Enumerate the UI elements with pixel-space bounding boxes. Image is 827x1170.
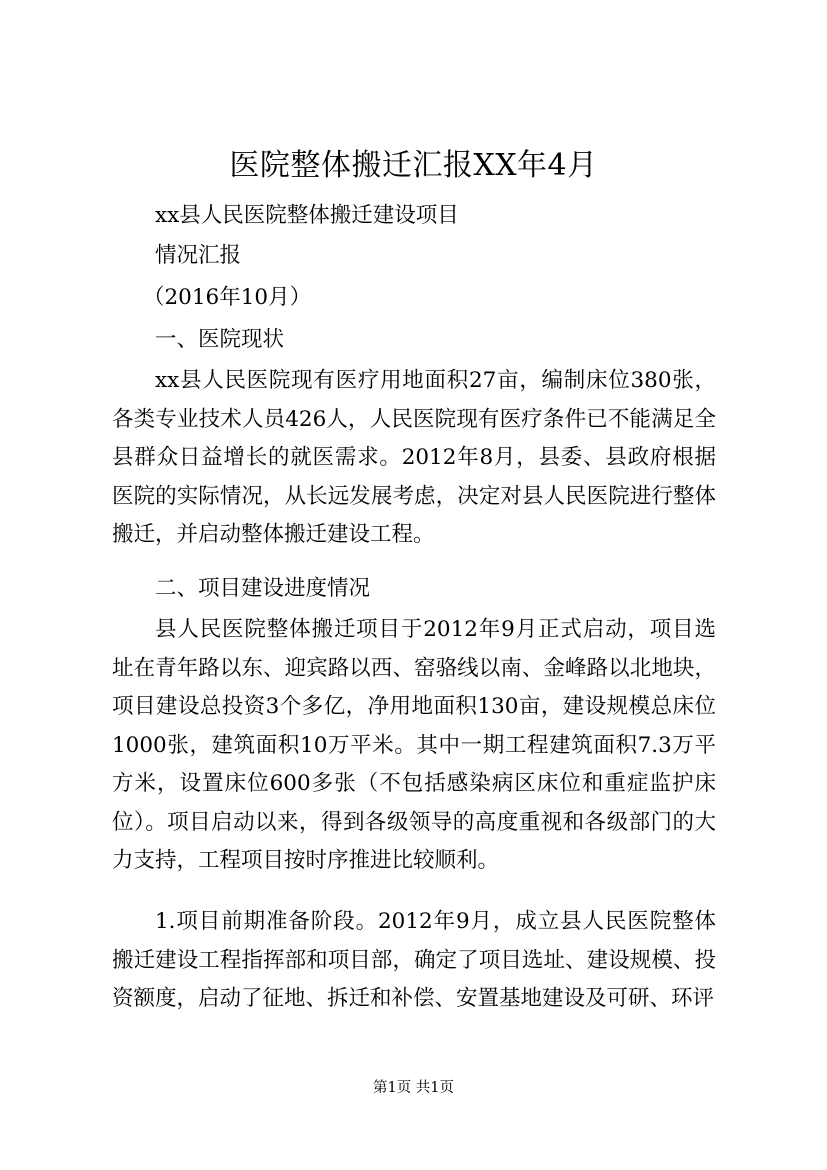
report-date-line: （2016年10月） [143, 285, 312, 310]
paragraph-progress: 县人民医院整体搬迁项目于2012年9月正式启动，项目选址在青年路以东、迎宾路以西、窑骆线以南、金峰路以北地块，项目建设总投资3个多亿，净用地面积130亩，建设规模总床位1000张，建筑面积10万平米。其中一期工程建筑面积7.3万平方米，设置床位600多张（不包括感染病区床位和重症监护床位）。项目启动以来，得到各级领导的高度重视和各级部门的大力支持，工程项目按时序推进比较顺利。 [112, 617, 716, 873]
project-name-line: xx县人民医院整体搬迁建设项目 [155, 203, 459, 228]
page-footer: 第1页 共1页 [372, 1080, 455, 1096]
document-title: 医院整体搬迁汇报XX年4月 [229, 148, 598, 183]
section-heading-progress: 二、项目建设进度情况 [155, 576, 371, 601]
section-heading-current-status: 一、医院现状 [155, 327, 285, 352]
report-type-line: 情况汇报 [155, 243, 242, 268]
paragraph-current-status: xx县人民医院现有医疗用地面积27亩，编制床位380张，各类专业技术人员426人，人民医院现有医疗条件已不能满足全县群众日益增长的就医需求。2012年8月，县委、县政府根据医院的实际情况，从长远发展考虑，决定对县人民医院进行整体搬迁，并启动整体搬迁建设工程。 [112, 368, 716, 547]
paragraph-preparation-stage: 1.项目前期准备阶段。2012年9月，成立县人民医院整体搬迁建设工程指挥部和项目部，确定了项目选址、建设规模、投资额度，启动了征地、拆迁和补偿、安置基地建设及可研、环评 [112, 909, 716, 1011]
